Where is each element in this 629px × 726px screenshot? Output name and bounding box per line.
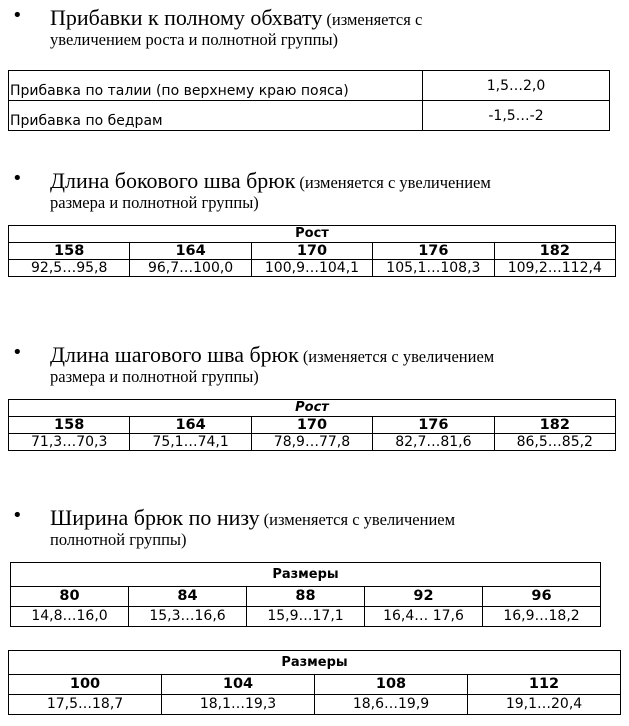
table-cell: 14,8…16,0 (11, 607, 129, 627)
value-row (9, 434, 616, 451)
column-header: 88 (247, 587, 365, 607)
table-cell: 18,1…19,3 (162, 695, 315, 715)
table-cell: 18,6…19,9 (315, 695, 468, 715)
column-header: 170 (251, 417, 372, 434)
side-seam-table (8, 225, 616, 277)
section-inseam-length (8, 343, 622, 386)
table-cell: 15,3…16,6 (129, 607, 247, 627)
table-row (9, 71, 610, 101)
table-cell: 78,9…77,8 (251, 434, 372, 451)
caption-row (9, 651, 621, 675)
section-note: (изменяется с увеличением (302, 347, 495, 366)
header-row (11, 587, 601, 607)
section-heading (8, 169, 622, 212)
section-note-line2: размера и полнотной группы) (50, 366, 259, 386)
table-row (9, 101, 610, 131)
inseam-table (8, 399, 616, 451)
section-heading (8, 343, 622, 386)
section-note: (изменяется с увеличением (263, 510, 456, 529)
value-row (9, 260, 616, 277)
column-header: 176 (373, 417, 494, 434)
column-header: 80 (11, 587, 129, 607)
caption-row (9, 400, 616, 417)
section-note-line2: размера и полнотной группы) (50, 192, 259, 212)
column-header: 92 (365, 587, 483, 607)
section-heading (8, 506, 622, 549)
table-cell: 19,1…20,4 (468, 695, 621, 715)
bullet-icon: • (12, 505, 23, 526)
hem-width-table-2 (8, 650, 621, 715)
table-cell: 105,1…108,3 (373, 260, 494, 277)
caption-row (11, 563, 601, 587)
section-title: Длина бокового шва брюк (50, 168, 296, 193)
section-note: (изменяется с (326, 10, 423, 29)
table-cell: 82,7…81,6 (373, 434, 494, 451)
table-cell: 17,5…18,7 (9, 695, 162, 715)
section-note-line2: увеличением роста и полнотной группы) (50, 29, 339, 49)
bullet-icon: • (12, 5, 23, 26)
allowances-table (8, 70, 610, 131)
value-row (9, 695, 621, 715)
section-hem-width (8, 506, 622, 549)
column-header: 182 (494, 243, 615, 260)
bullet-icon: • (12, 168, 23, 189)
hem-width-table-1 (10, 562, 601, 627)
value-row (11, 607, 601, 627)
bullet-icon: • (12, 342, 23, 363)
table-cell: 16,9…18,2 (483, 607, 601, 627)
row-value: 1,5…2,0 (423, 71, 610, 101)
section-side-seam-length (8, 169, 622, 212)
caption-row (9, 226, 616, 243)
column-header: 164 (130, 243, 251, 260)
table-caption: Размеры (9, 651, 621, 675)
table-cell: 71,3…70,3 (9, 434, 130, 451)
row-value: -1,5…-2 (423, 101, 610, 131)
table-cell: 96,7…100,0 (130, 260, 251, 277)
column-header: 96 (483, 587, 601, 607)
table-cell: 16,4… 17,6 (365, 607, 483, 627)
header-row (9, 243, 616, 260)
column-header: 84 (129, 587, 247, 607)
column-header: 176 (373, 243, 494, 260)
column-header: 104 (162, 675, 315, 695)
row-label: Прибавка по талии (по верхнему краю пояса) (9, 71, 423, 101)
section-title: Прибавки к полному обхвату (50, 5, 323, 30)
table-cell: 109,2…112,4 (494, 260, 615, 277)
section-heading (8, 6, 622, 49)
header-row (9, 417, 616, 434)
table-cell: 86,5…85,2 (494, 434, 615, 451)
section-title: Длина шагового шва брюк (50, 342, 299, 367)
header-row (9, 675, 621, 695)
column-header: 164 (130, 417, 251, 434)
section-title: Ширина брюк по низу (50, 505, 260, 530)
table-cell: 15,9…17,1 (247, 607, 365, 627)
column-header: 158 (9, 243, 130, 260)
section-waist-hip-allowances (8, 6, 622, 49)
section-note: (изменяется с увеличением (299, 173, 491, 192)
row-label: Прибавка по бедрам (9, 101, 423, 131)
column-header: 158 (9, 417, 130, 434)
table-cell: 100,9…104,1 (251, 260, 372, 277)
table-caption: Рост (9, 400, 616, 417)
section-note-line2: полнотной группы) (50, 529, 187, 549)
table-cell: 75,1…74,1 (130, 434, 251, 451)
column-header: 182 (494, 417, 615, 434)
table-caption: Рост (9, 226, 616, 243)
column-header: 170 (251, 243, 372, 260)
table-caption: Размеры (11, 563, 601, 587)
column-header: 108 (315, 675, 468, 695)
column-header: 100 (9, 675, 162, 695)
column-header: 112 (468, 675, 621, 695)
table-cell: 92,5…95,8 (9, 260, 130, 277)
